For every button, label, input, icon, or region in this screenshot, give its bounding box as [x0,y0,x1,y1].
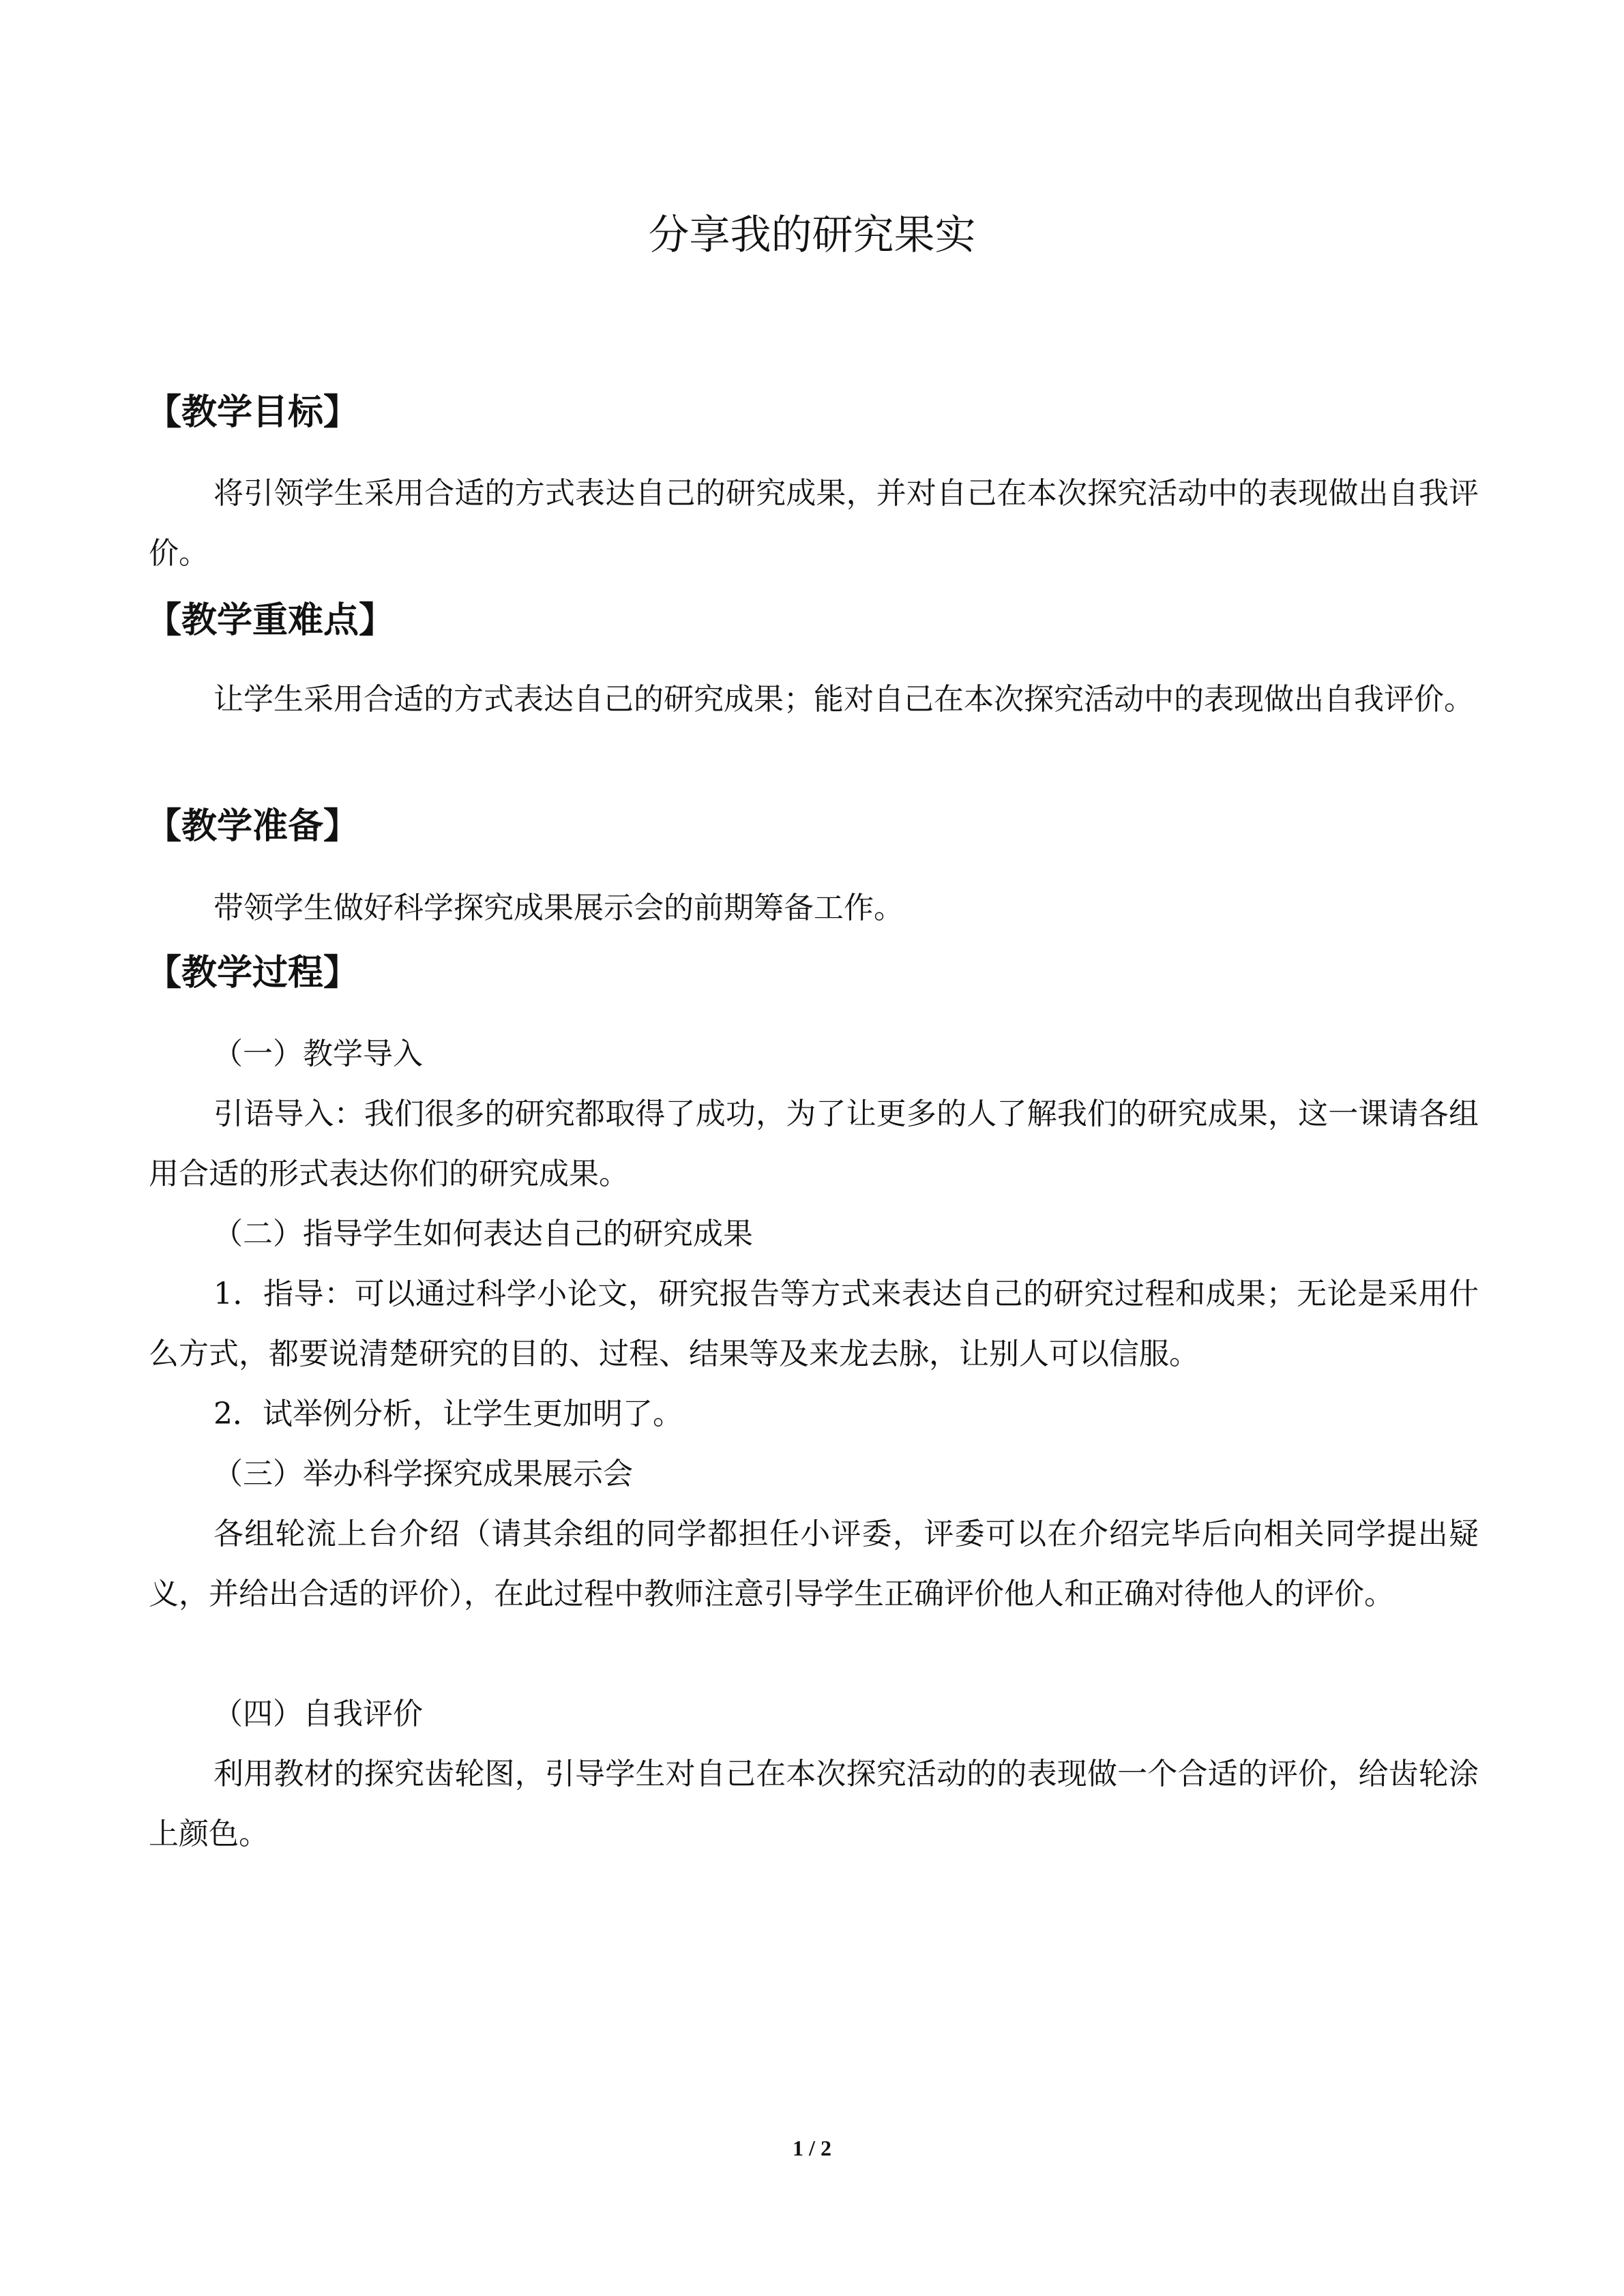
process-subheading-guidance: （二）指导学生如何表达自己的研究成果 [213,1217,753,1251]
process-subheading-exhibition: （三）举办科学探究成果展示会 [213,1457,633,1491]
section-heading-preparation: 【教学准备】 [146,806,359,847]
process-example-paragraph: 2．试举例分析，让学生更加明了。 [213,1397,683,1431]
section-heading-process: 【教学过程】 [146,953,359,994]
process-subheading-intro: （一）教学导入 [213,1037,423,1071]
objectives-paragraph: 将引领学生采用合适的方式表达自己的研究成果，并对自己在本次探究活动中的表现做出自我评价。 [149,476,1479,571]
document-title: 分享我的研究果实 [648,211,976,259]
section-heading-objectives: 【教学目标】 [146,392,359,433]
preparation-paragraph: 带领学生做好科学探究成果展示会的前期筹备工作。 [213,891,904,925]
key-points-paragraph: 让学生采用合适的方式表达自己的研究成果；能对自己在本次探究活动中的表现做出自我评价。 [213,682,1474,717]
process-intro-paragraph: 引语导入：我们很多的研究都取得了成功，为了让更多的人了解我们的研究成果，这一课请各组用合适的形式表达你们的研究成果。 [149,1097,1479,1191]
page-number: 1 / 2 [793,2136,831,2160]
process-guidance-paragraph: 1．指导：可以通过科学小论文，研究报告等方式来表达自己的研究过程和成果；无论是采用什么方式，都要说清楚研究的目的、过程、结果等及来龙去脉，让别人可以信服。 [149,1277,1479,1371]
section-heading-key-points: 【教学重难点】 [146,600,395,641]
process-subheading-self-evaluation: （四）自我评价 [213,1697,423,1731]
process-self-evaluation-paragraph: 利用教材的探究齿轮图，引导学生对自己在本次探究活动的的表现做一个合适的评价，给齿轮涂上颜色。 [149,1757,1479,1851]
process-exhibition-paragraph: 各组轮流上台介绍（请其余组的同学都担任小评委，评委可以在介绍完毕后向相关同学提出疑义，并给出合适的评价），在此过程中教师注意引导学生正确评价他人和正确对待他人的评价。 [149,1517,1479,1611]
